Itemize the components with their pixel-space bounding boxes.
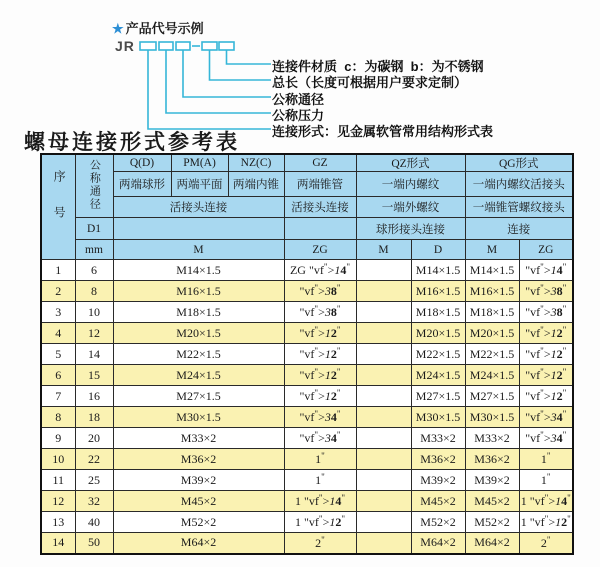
qg-m-cell: M18×1.5 <box>465 302 519 323</box>
seq-cell: 10 <box>41 449 75 470</box>
m-cell: M22×1.5 <box>113 344 284 365</box>
table-header <box>41 154 573 260</box>
header-seq: 序号 <box>41 154 75 260</box>
dn-cell: 16 <box>75 386 113 407</box>
header-q-desc: 两端球形 <box>113 172 171 197</box>
header-zg: ZG <box>284 240 356 260</box>
seq-cell: 13 <box>41 512 75 533</box>
seq-cell: 4 <box>41 323 75 344</box>
qg-m-cell: M22×1.5 <box>465 344 519 365</box>
header-qz-desc1: 一端内螺纹 <box>356 172 465 197</box>
dn-cell: 22 <box>75 449 113 470</box>
label-material: 连接件材质 c：为碳钢 b：为不锈钢 <box>272 59 484 74</box>
gz-cell: 1 "vf">12" <box>284 512 356 533</box>
qg-m-cell: M30×1.5 <box>465 407 519 428</box>
qg-m-cell: M52×2 <box>465 512 519 533</box>
qg-m-cell: M39×2 <box>465 470 519 491</box>
qz-m-cell <box>356 449 411 470</box>
table-row <box>41 407 573 428</box>
seq-cell: 9 <box>41 428 75 449</box>
qg-m-cell: M16×1.5 <box>465 281 519 302</box>
m-cell: M39×2 <box>113 470 284 491</box>
qg-zg-cell: "vf">12" <box>519 323 573 344</box>
qz-m-cell <box>356 260 411 281</box>
qg-m-cell: M45×2 <box>465 491 519 512</box>
qz-d-cell: M64×2 <box>411 533 465 554</box>
gz-cell: "vf">12" <box>284 323 356 344</box>
code-diagram-lines <box>130 40 272 135</box>
qz-m-cell <box>356 533 411 554</box>
m-cell: M64×2 <box>113 533 284 554</box>
qz-d-cell: M39×2 <box>411 470 465 491</box>
table-row <box>41 323 573 344</box>
gz-cell: 2" <box>284 533 356 554</box>
seq-cell: 1 <box>41 260 75 281</box>
seq-cell: 7 <box>41 386 75 407</box>
m-cell: M14×1.5 <box>113 260 284 281</box>
header-qg-zg: ZG <box>519 240 573 260</box>
table-title: 螺母连接形式参考表 <box>24 129 240 154</box>
leader-line-5 <box>227 50 272 64</box>
dn-cell: 15 <box>75 365 113 386</box>
gz-cell: 1" <box>284 470 356 491</box>
qz-d-cell: M20×1.5 <box>411 323 465 344</box>
code-box-3 <box>176 42 190 50</box>
header-nz-desc: 两端内锥 <box>228 172 284 197</box>
qz-d-cell: M16×1.5 <box>411 281 465 302</box>
dn-cell: 20 <box>75 428 113 449</box>
m-cell: M18×1.5 <box>113 302 284 323</box>
seq-cell: 3 <box>41 302 75 323</box>
header-gz-conn: 活接头连接 <box>284 197 356 218</box>
leader-line-4 <box>210 50 272 80</box>
m-cell: M30×1.5 <box>113 407 284 428</box>
gz-cell: "vf">34" <box>284 428 356 449</box>
gz-cell: 1" <box>284 449 356 470</box>
qz-d-cell: M36×2 <box>411 449 465 470</box>
header-col-qz: QZ形式 <box>356 154 465 172</box>
dn-cell: 50 <box>75 533 113 554</box>
m-cell: M52×2 <box>113 512 284 533</box>
header-col-q: Q(D) <box>113 154 171 172</box>
table-body <box>41 260 573 554</box>
seq-cell: 5 <box>41 344 75 365</box>
product-code-title <box>112 18 204 37</box>
dn-cell: 8 <box>75 281 113 302</box>
header-pm-desc: 两端平面 <box>171 172 228 197</box>
code-box-2 <box>159 42 173 50</box>
qz-m-cell <box>356 407 411 428</box>
code-box-1 <box>140 42 156 50</box>
seq-cell: 8 <box>41 407 75 428</box>
qg-zg-cell: 1 "vf">12" <box>519 512 573 533</box>
qg-m-cell: M36×2 <box>465 449 519 470</box>
table-row <box>41 302 573 323</box>
qz-d-cell: M18×1.5 <box>411 302 465 323</box>
seq-cell: 14 <box>41 533 75 554</box>
header-qz-conn: 球形接头连接 <box>356 218 465 240</box>
header-union-conn: 活接头连接 <box>113 197 284 218</box>
header-blank-gz <box>284 218 356 240</box>
qz-d-cell: M14×1.5 <box>411 260 465 281</box>
seq-cell: 2 <box>41 281 75 302</box>
table-row <box>41 428 573 449</box>
dn-cell: 14 <box>75 344 113 365</box>
label-total-length: 总长（长度可根据用户要求定制） <box>272 75 468 90</box>
product-code-prefix: JR <box>115 38 135 54</box>
qz-m-cell <box>356 470 411 491</box>
dn-cell: 6 <box>75 260 113 281</box>
table-row <box>41 491 573 512</box>
qz-m-cell <box>356 428 411 449</box>
table-row <box>41 260 573 281</box>
gz-cell: "vf">12" <box>284 365 356 386</box>
qg-zg-cell: "vf">12" <box>519 344 573 365</box>
table-row <box>41 449 573 470</box>
dn-cell: 25 <box>75 470 113 491</box>
dn-cell: 32 <box>75 491 113 512</box>
qg-zg-cell: "vf">14" <box>519 260 573 281</box>
header-qg-m: M <box>465 240 519 260</box>
qg-zg-cell: "vf">38" <box>519 302 573 323</box>
seq-cell: 12 <box>41 491 75 512</box>
m-cell: M36×2 <box>113 449 284 470</box>
table-row <box>41 512 573 533</box>
qg-zg-cell: 1" <box>519 470 573 491</box>
qz-d-cell: M24×1.5 <box>411 365 465 386</box>
qg-zg-cell: "vf">34" <box>519 428 573 449</box>
table-row <box>41 386 573 407</box>
qg-zg-cell: "vf">34" <box>519 407 573 428</box>
m-cell: M33×2 <box>113 428 284 449</box>
m-cell: M27×1.5 <box>113 386 284 407</box>
label-connection-form: 连接形式：见金属软管常用结构形式表 <box>272 124 494 139</box>
header-qz-m: M <box>356 240 411 260</box>
seq-cell: 11 <box>41 470 75 491</box>
m-cell: M20×1.5 <box>113 323 284 344</box>
gz-cell: "vf">38" <box>284 302 356 323</box>
header-col-gz: GZ <box>284 154 356 172</box>
m-cell: M45×2 <box>113 491 284 512</box>
qg-zg-cell: 1" <box>519 449 573 470</box>
header-qz-d: D <box>411 240 465 260</box>
qz-d-cell: M45×2 <box>411 491 465 512</box>
code-box-5 <box>219 42 234 50</box>
m-cell: M24×1.5 <box>113 365 284 386</box>
label-nominal-dn: 公称通径 <box>272 92 325 107</box>
qg-m-cell: M64×2 <box>465 533 519 554</box>
m-cell: M16×1.5 <box>113 281 284 302</box>
qg-m-cell: M27×1.5 <box>465 386 519 407</box>
qz-d-cell: M33×2 <box>411 428 465 449</box>
star-icon: ★ <box>112 21 124 36</box>
header-qg-desc2: 一端锥管螺纹接头 <box>465 197 573 218</box>
qz-d-cell: M27×1.5 <box>411 386 465 407</box>
header-col-qg: QG形式 <box>465 154 573 172</box>
qz-d-cell: M22×1.5 <box>411 344 465 365</box>
seq-cell: 6 <box>41 365 75 386</box>
header-m: M <box>113 240 284 260</box>
qz-m-cell <box>356 386 411 407</box>
qz-d-cell: M30×1.5 <box>411 407 465 428</box>
dn-cell: 10 <box>75 302 113 323</box>
qg-m-cell: M24×1.5 <box>465 365 519 386</box>
table-row <box>41 365 573 386</box>
code-box-4 <box>202 42 217 50</box>
qg-zg-cell: 2" <box>519 533 573 554</box>
qz-m-cell <box>356 323 411 344</box>
header-blank-left <box>113 218 284 240</box>
qz-m-cell <box>356 281 411 302</box>
qz-d-cell: M52×2 <box>411 512 465 533</box>
qg-zg-cell: "vf">38" <box>519 281 573 302</box>
qz-m-cell <box>356 344 411 365</box>
header-gz-desc: 两端锥管 <box>284 172 356 197</box>
qg-zg-cell: "vf">12" <box>519 365 573 386</box>
leader-line-2 <box>166 50 271 113</box>
dn-cell: 12 <box>75 323 113 344</box>
header-qz-desc2: 一端外螺纹 <box>356 197 465 218</box>
qz-m-cell <box>356 512 411 533</box>
gz-cell: ZG "vf">14" <box>284 260 356 281</box>
gz-cell: "vf">12" <box>284 386 356 407</box>
gz-cell: 1 "vf">14" <box>284 491 356 512</box>
table-row <box>41 470 573 491</box>
qz-m-cell <box>356 365 411 386</box>
dn-cell: 40 <box>75 512 113 533</box>
header-col-nz: NZ(C) <box>228 154 284 172</box>
dn-cell: 18 <box>75 407 113 428</box>
gz-cell: "vf">12" <box>284 344 356 365</box>
header-qg-desc1: 一端内螺纹活接头 <box>465 172 573 197</box>
table-row <box>41 281 573 302</box>
header-mm: mm <box>75 240 113 260</box>
qg-m-cell: M20×1.5 <box>465 323 519 344</box>
table-row <box>41 533 573 554</box>
table-row <box>41 344 573 365</box>
qz-m-cell <box>356 491 411 512</box>
gz-cell: "vf">38" <box>284 281 356 302</box>
product-code-title-text: 产品代号示例 <box>125 21 204 36</box>
gz-cell: "vf">34" <box>284 407 356 428</box>
header-dn: 公称通径 <box>75 154 113 218</box>
nut-connection-table <box>40 153 574 555</box>
qg-m-cell: M33×2 <box>465 428 519 449</box>
qg-m-cell: M14×1.5 <box>465 260 519 281</box>
header-d1: D1 <box>75 218 113 240</box>
qg-zg-cell: 1 "vf">14" <box>519 491 573 512</box>
qg-zg-cell: "vf">12" <box>519 386 573 407</box>
qz-m-cell <box>356 302 411 323</box>
header-col-pm: PM(A) <box>171 154 228 172</box>
label-nominal-pressure: 公称压力 <box>272 108 325 123</box>
header-qg-conn: 连接 <box>465 218 573 240</box>
